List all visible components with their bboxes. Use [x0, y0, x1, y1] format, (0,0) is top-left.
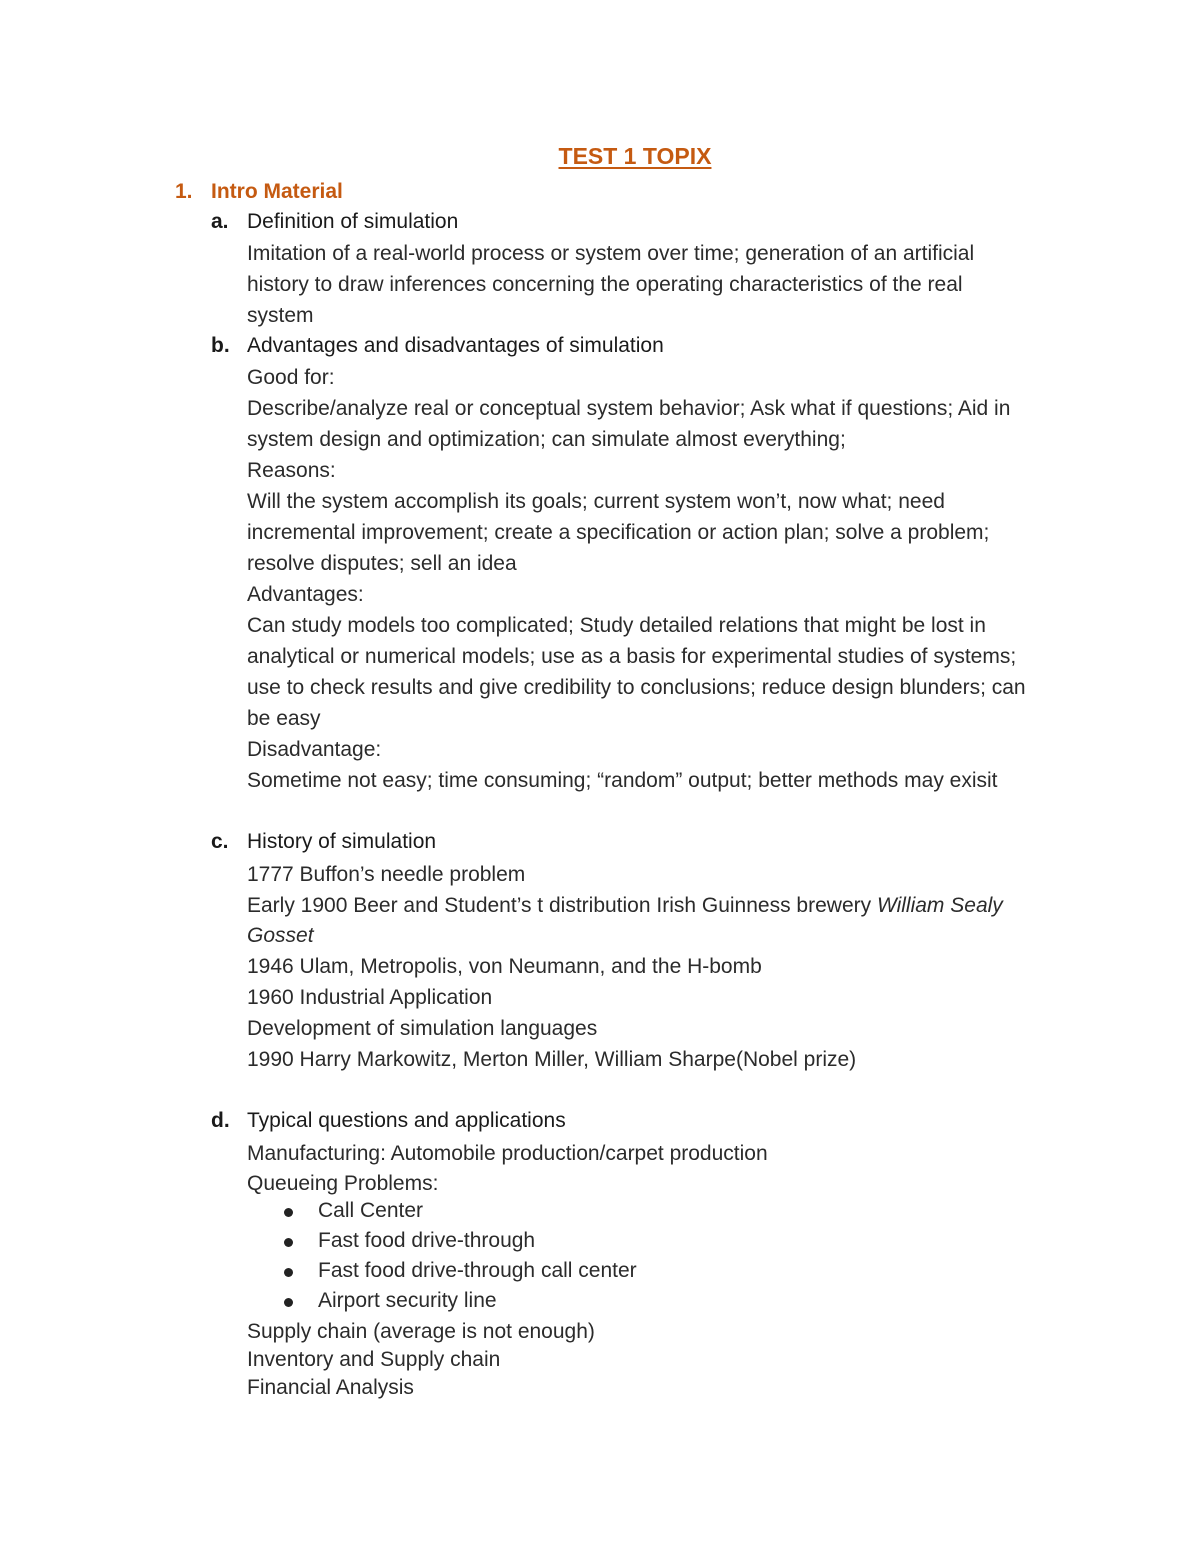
history-line-name: William Sealy [876, 894, 1003, 917]
definition-line: system [247, 304, 314, 327]
bullet-icon [284, 1268, 293, 1277]
subsection-heading-c: History of simulation [247, 830, 437, 853]
advantages-line: Can study models too complicated; Study detailed relations that might be lost in [247, 614, 986, 637]
history-line [247, 892, 1003, 920]
section-title: Intro Material [211, 180, 343, 203]
advantages-line: incremental improvement; create a specification or action plan; solve a problem; [247, 521, 990, 544]
bullet-icon [284, 1208, 293, 1217]
history-line: 1946 Ulam, Metropolis, von Neumann, and the H-bomb [247, 955, 762, 978]
page-title: TEST 1 TOPIX [558, 143, 712, 169]
applications-line: Manufacturing: Automobile production/carpet production [247, 1142, 768, 1165]
applications-line: Inventory and Supply chain [247, 1348, 501, 1371]
subsection-heading-b: Advantages and disadvantages of simulation [247, 334, 664, 357]
history-line: 1960 Industrial Application [247, 986, 493, 1009]
bullet-icon [284, 1298, 293, 1307]
history-line-name: Gosset [247, 924, 314, 947]
applications-line: Queueing Problems: [247, 1172, 439, 1195]
bullet-icon [284, 1238, 293, 1247]
bullet-item: Call Center [318, 1199, 424, 1222]
history-line: 1777 Buffon’s needle problem [247, 863, 526, 886]
advantages-line: Reasons: [247, 459, 336, 482]
advantages-line: Good for: [247, 366, 335, 389]
history-line: 1990 Harry Markowitz, Merton Miller, William Sharpe(Nobel prize) [247, 1048, 857, 1071]
advantages-line: system design and optimization; can simulate almost everything; [247, 428, 846, 451]
subsection-letter-d: d. [211, 1109, 230, 1132]
applications-line: Financial Analysis [247, 1376, 414, 1399]
history-line: Development of simulation languages [247, 1017, 598, 1040]
bullet-item: Airport security line [318, 1289, 497, 1312]
advantages-line: use to check results and give credibility to conclusions; reduce design blunders; can [247, 676, 1026, 699]
definition-line: history to draw inferences concerning the operating characteristics of the real [247, 273, 963, 296]
advantages-line: Sometime not easy; time consuming; “random” output; better methods may exisit [247, 769, 998, 792]
subsection-heading-a: Definition of simulation [247, 210, 459, 233]
advantages-line: analytical or numerical models; use as a basis for experimental studies of systems; [247, 645, 1017, 668]
advantages-line: be easy [247, 707, 321, 730]
advantages-line: Disadvantage: [247, 738, 382, 761]
subsection-heading-d: Typical questions and applications [247, 1109, 566, 1132]
history-line [247, 922, 314, 950]
definition-line: Imitation of a real-world process or system over time; generation of an artificial [247, 242, 975, 265]
advantages-line: resolve disputes; sell an idea [247, 552, 517, 575]
bullet-item: Fast food drive-through [318, 1229, 536, 1252]
bullet-item: Fast food drive-through call center [318, 1259, 637, 1282]
applications-line: Supply chain (average is not enough) [247, 1320, 595, 1343]
history-line-text: Early 1900 Beer and Student’s t distribution Irish Guinness brewery [247, 894, 877, 917]
subsection-letter-c: c. [211, 830, 229, 853]
section-number: 1. [175, 180, 193, 203]
advantages-line: Advantages: [247, 583, 364, 606]
advantages-line: Will the system accomplish its goals; current system won’t, now what; need [247, 490, 945, 513]
subsection-letter-b: b. [211, 334, 230, 357]
advantages-line: Describe/analyze real or conceptual system behavior; Ask what if questions; Aid in [247, 397, 1011, 420]
subsection-letter-a: a. [211, 210, 229, 233]
